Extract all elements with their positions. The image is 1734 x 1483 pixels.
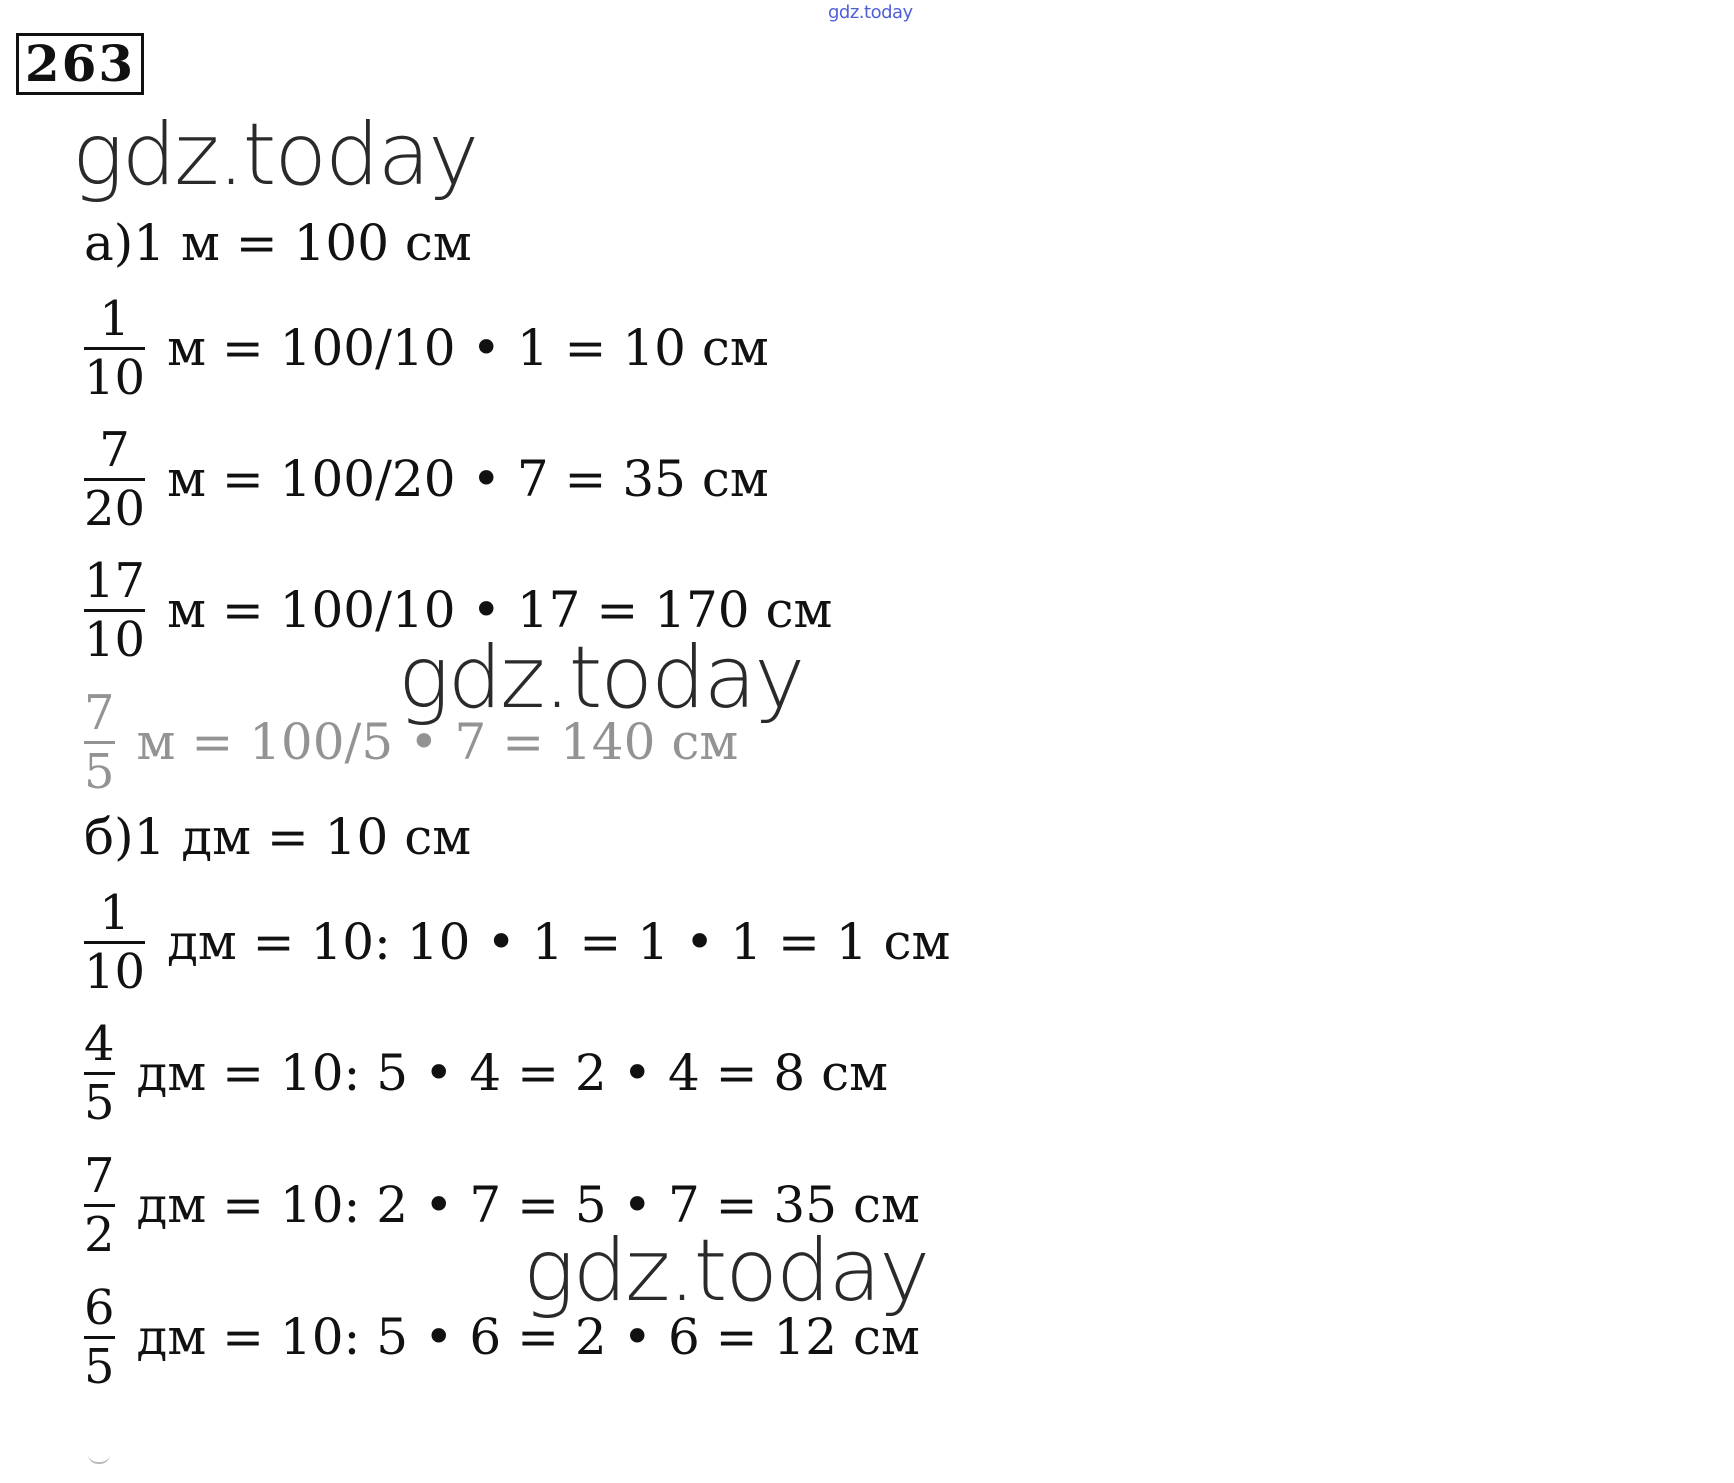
equation-text: м = 100/20 • 7 = 35 см [167, 450, 769, 508]
fraction [84, 552, 146, 668]
fraction-numerator: 4 [84, 1015, 115, 1072]
fraction-denominator: 2 [84, 1204, 115, 1259]
equation-row [84, 880, 950, 1004]
fraction-denominator: 5 [84, 741, 115, 796]
equation-text: дм = 10: 10 • 1 = 1 • 1 = 1 см [167, 913, 951, 971]
equation-text: м = 100/5 • 7 = 140 см [136, 713, 739, 771]
watermark: gdz.today [72, 105, 478, 205]
equation-text: дм = 10: 5 • 4 = 2 • 4 = 8 см [136, 1044, 889, 1102]
fraction-numerator: 7 [99, 421, 130, 478]
watermark: gdz.today [523, 1221, 929, 1321]
fraction-denominator: 10 [84, 609, 145, 664]
watermark: gdz.today [398, 628, 804, 728]
fraction-numerator: 1 [99, 884, 130, 941]
fraction [84, 1015, 115, 1131]
equation-text: м = 100/10 • 17 = 170 см [167, 581, 833, 639]
problem-number-box: 263 [16, 33, 144, 95]
equation-row [84, 1011, 888, 1135]
fraction [84, 1147, 115, 1263]
top-watermark: gdz.today [828, 2, 913, 23]
equation-text: дм = 10: 2 • 7 = 5 • 7 = 35 см [136, 1176, 920, 1234]
fraction-numerator: 17 [84, 552, 146, 609]
fraction-denominator: 5 [84, 1336, 115, 1391]
fraction [84, 290, 146, 406]
fraction [84, 684, 115, 800]
fraction-denominator: 10 [84, 347, 145, 402]
fraction-denominator: 20 [84, 478, 145, 533]
equation-row [84, 417, 769, 541]
fraction-numerator: 6 [84, 1279, 115, 1336]
part-b-title: б)1 дм = 10 см [84, 808, 472, 866]
fraction-numerator: 7 [84, 684, 115, 741]
fraction [84, 421, 146, 537]
fraction [84, 884, 146, 1000]
fraction-denominator: 10 [84, 941, 145, 996]
part-a-title: а)1 м = 100 см [84, 214, 472, 272]
fraction [84, 1279, 115, 1395]
equation-text: м = 100/10 • 1 = 10 см [167, 319, 769, 377]
equation-text: дм = 10: 5 • 6 = 2 • 6 = 12 см [136, 1308, 920, 1366]
fraction-denominator: 5 [84, 1072, 115, 1127]
fraction-numerator: 1 [99, 290, 130, 347]
equation-row [84, 286, 769, 410]
equation-row [84, 1275, 920, 1399]
fraction-numerator: 7 [84, 1147, 115, 1204]
cropped-glyph-fragment [88, 1452, 110, 1464]
